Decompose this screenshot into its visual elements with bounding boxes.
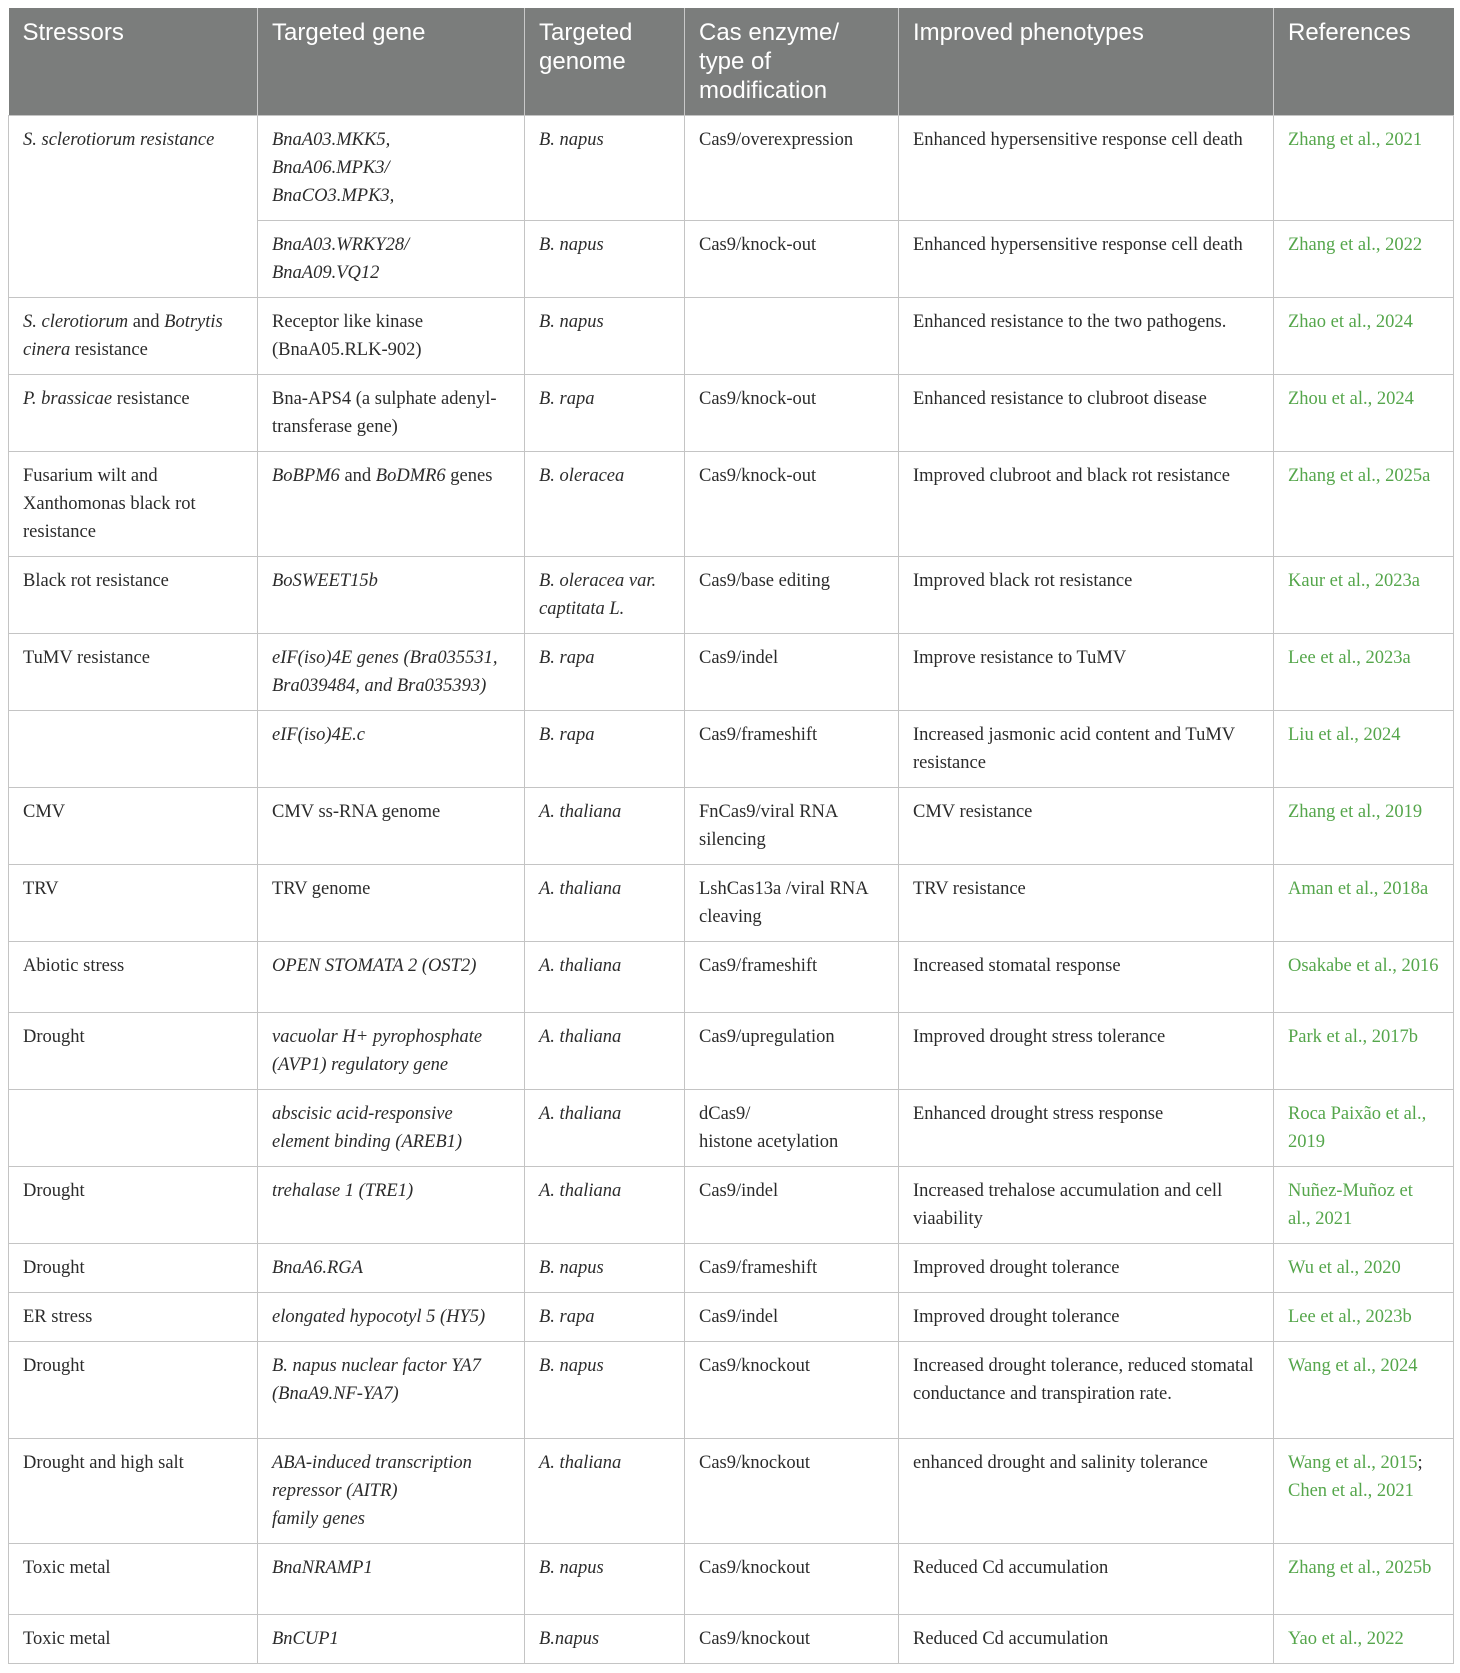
gene-family: family genes [272,1509,365,1529]
stressor-cell [9,1090,258,1167]
cas-cell: Cas9/knockout [685,1544,899,1615]
stressor-cell [9,116,258,298]
reference-link[interactable]: Zhang et al., 2019 [1274,788,1454,865]
gene-name: ABA-induced transcription repressor (AITR) [272,1453,472,1501]
stressor-cell: Black rot resistance [9,557,258,634]
phenotype-cell: Enhanced drought stress response [899,1090,1274,1167]
gene-cell: eIF(iso)4E genes (Bra035531, Bra039484, and Bra035393) [258,634,525,711]
phenotype-cell: Enhanced resistance to the two pathogens. [899,298,1274,375]
reference-separator: ; [1417,1453,1423,1473]
genome-cell: B. rapa [525,1293,685,1342]
table-row [9,375,1454,452]
cas-cell: Cas9/knockout [685,1439,899,1544]
table-body [9,116,1454,1664]
genome-cell: B. rapa [525,634,685,711]
phenotype-cell: Increased jasmonic acid content and TuMV resistance [899,711,1274,788]
phenotype-cell: TRV resistance [899,865,1274,942]
stressor-cell: Toxic metal [9,1615,258,1664]
gene-cell: B. napus nuclear factor YA7 (BnaA9.NF-YA7) [258,1342,525,1439]
cas-cell: Cas9/knockout [685,1342,899,1439]
stressor-cell: TuMV resistance [9,634,258,711]
gene-cell: OPEN STOMATA 2 (OST2) [258,942,525,1013]
cas-cell: Cas9/knock-out [685,221,899,298]
table-row [9,711,1454,788]
table-row [9,1090,1454,1167]
cas-modification: histone acetylation [699,1132,839,1152]
header-references: References [1274,8,1454,116]
stressor-cell: Drought [9,1013,258,1090]
gene-cell: Receptor like kinase (BnaA05.RLK-902) [258,298,525,375]
phenotype-cell: Increased stomatal response [899,942,1274,1013]
gene-cell: vacuolar H+ pyrophosphate (AVP1) regulatory gene [258,1013,525,1090]
cas-cell: FnCas9/viral RNA silencing [685,788,899,865]
gene-cell: elongated hypocotyl 5 (HY5) [258,1293,525,1342]
cas-cell: Cas9/overexpression [685,116,899,221]
header-targeted-gene: Targeted gene [258,8,525,116]
genome-cell: A. thaliana [525,865,685,942]
gene-cell: eIF(iso)4E.c [258,711,525,788]
header-cas-enzyme: Cas enzyme/ type of modification [685,8,899,116]
genome-cell: B. napus [525,1244,685,1293]
gene-cell: TRV genome [258,865,525,942]
table-row [9,1013,1454,1090]
stressor-cell: ER stress [9,1293,258,1342]
reference-link[interactable]: Zhang et al., 2022 [1274,221,1454,298]
stressor-suffix: resistance [112,389,190,409]
gene-cell: BnCUP1 [258,1615,525,1664]
phenotype-cell: Enhanced resistance to clubroot disease [899,375,1274,452]
cas-cell [685,298,899,375]
stressor-cell [9,375,258,452]
cas-cell: Cas9/upregulation [685,1013,899,1090]
reference-link[interactable]: Wu et al., 2020 [1274,1244,1454,1293]
reference-link[interactable]: Wang et al., 2024 [1274,1342,1454,1439]
stressor-cell: Abiotic stress [9,942,258,1013]
reference-link[interactable]: Zhou et al., 2024 [1274,375,1454,452]
stressor-cell: Fusarium wilt and Xanthomonas black rot resistance [9,452,258,557]
gene-name-b: BoDMR6 [375,466,446,486]
stressor-species: P. brassicae [23,389,113,409]
stressor-cell: Toxic metal [9,1544,258,1615]
cas-cell: Cas9/knockout [685,1615,899,1664]
reference-link[interactable]: Kaur et al., 2023a [1274,557,1454,634]
table-row [9,452,1454,557]
table-row [9,1439,1454,1544]
table-row [9,634,1454,711]
genome-cell: B. rapa [525,375,685,452]
phenotype-cell: Increased drought tolerance, reduced stomatal conductance and transpiration rate. [899,1342,1274,1439]
reference-link[interactable]: Aman et al., 2018a [1274,865,1454,942]
stressor-cell [9,711,258,788]
cas-cell: Cas9/base editing [685,557,899,634]
stressor-conjunction: and [128,312,165,332]
reference-link[interactable]: Wang et al., 2015 [1288,1453,1418,1473]
cas-cell: Cas9/indel [685,1293,899,1342]
gene-cell: BnaA03.MKK5, BnaA06.MPK3/ BnaCO3.MPK3, [258,116,525,221]
genome-cell: A. thaliana [525,1013,685,1090]
reference-link[interactable]: Roca Paixão et al., 2019 [1274,1090,1454,1167]
phenotype-cell: Improve resistance to TuMV [899,634,1274,711]
reference-link[interactable]: Chen et al., 2021 [1288,1481,1414,1501]
gene-cell: CMV ss-RNA genome [258,788,525,865]
gene-cell: BnaNRAMP1 [258,1544,525,1615]
gene-cell: BoSWEET15b [258,557,525,634]
gene-conjunction: and [339,466,376,486]
stressor-text: S. sclerotiorum resistance [23,130,215,150]
gene-cell [258,452,525,557]
genome-cell: A. thaliana [525,1439,685,1544]
reference-link[interactable]: Zhang et al., 2025b [1274,1544,1454,1615]
gene-cell: Bna-APS4 (a sulphate adenyl-transferase gene) [258,375,525,452]
table-row [9,1244,1454,1293]
phenotype-cell: Enhanced hypersensitive response cell death [899,221,1274,298]
cas-cell: Cas9/indel [685,634,899,711]
genome-cell: B.napus [525,1615,685,1664]
gene-cell: BnaA6.RGA [258,1244,525,1293]
phenotype-cell: Reduced Cd accumulation [899,1544,1274,1615]
genome-cell: B. napus [525,116,685,221]
stressor-species-b: Botrytis cinera [23,312,223,360]
genome-cell: A. thaliana [525,1167,685,1244]
header-targeted-genome: Targeted genome [525,8,685,116]
reference-link[interactable]: Zhao et al., 2024 [1274,298,1454,375]
cas-cell: LshCas13a /viral RNA cleaving [685,865,899,942]
reference-link[interactable]: Lee et al., 2023a [1274,634,1454,711]
table-row [9,1544,1454,1615]
reference-link[interactable]: Park et al., 2017b [1274,1013,1454,1090]
reference-link[interactable]: Yao et al., 2022 [1274,1615,1454,1664]
genome-cell: B. napus [525,1544,685,1615]
cas-cell [685,1090,899,1167]
genome-cell: B. oleracea [525,452,685,557]
phenotype-cell: Improved drought tolerance [899,1244,1274,1293]
stressor-cell [9,298,258,375]
header-improved-phenotypes: Improved phenotypes [899,8,1274,116]
stressor-cell: TRV [9,865,258,942]
table-row [9,1293,1454,1342]
genome-cell: B. napus [525,298,685,375]
table-row [9,116,1454,221]
genome-cell: B. oleracea var. captitata L. [525,557,685,634]
genome-cell: A. thaliana [525,788,685,865]
table-row [9,788,1454,865]
reference-link[interactable]: Lee et al., 2023b [1274,1293,1454,1342]
gene-suffix: genes [445,466,493,486]
table-header [9,8,1454,116]
reference-link[interactable]: Nuñez-Muñoz et al., 2021 [1274,1167,1454,1244]
gene-cell: trehalase 1 (TRE1) [258,1167,525,1244]
reference-link[interactable]: Liu et al., 2024 [1274,711,1454,788]
table-row [9,1167,1454,1244]
genome-cell: B. napus [525,221,685,298]
gene-cell: BnaA03.WRKY28/ BnaA09.VQ12 [258,221,525,298]
phenotype-cell: Improved clubroot and black rot resistance [899,452,1274,557]
stressor-cell: CMV [9,788,258,865]
phenotype-cell: Enhanced hypersensitive response cell death [899,116,1274,221]
cas-enzyme: dCas9/ [699,1104,751,1124]
genome-cell: B. napus [525,1342,685,1439]
phenotype-cell: Improved drought tolerance [899,1293,1274,1342]
stressor-suffix: resistance [70,340,148,360]
crispr-stress-table [8,8,1454,1664]
table-row [9,1342,1454,1439]
stressor-species-a: S. clerotiorum [23,312,129,332]
cas-cell: Cas9/knock-out [685,375,899,452]
gene-cell [258,1439,525,1544]
gene-cell: abscisic acid-responsive element binding (AREB1) [258,1090,525,1167]
table-row [9,557,1454,634]
header-row [9,8,1454,116]
phenotype-cell: Improved black rot resistance [899,557,1274,634]
reference-link[interactable]: Zhang et al., 2021 [1274,116,1454,221]
phenotype-cell: Reduced Cd accumulation [899,1615,1274,1664]
genome-cell: B. rapa [525,711,685,788]
stressor-cell: Drought and high salt [9,1439,258,1544]
phenotype-cell: Improved drought stress tolerance [899,1013,1274,1090]
reference-cell [1274,1439,1454,1544]
cas-cell: Cas9/frameshift [685,711,899,788]
stressor-cell: Drought [9,1244,258,1293]
reference-link[interactable]: Osakabe et al., 2016 [1274,942,1454,1013]
reference-link[interactable]: Zhang et al., 2025a [1274,452,1454,557]
stressor-cell: Drought [9,1342,258,1439]
genome-cell: A. thaliana [525,1090,685,1167]
phenotype-cell: Increased trehalose accumulation and cell viaability [899,1167,1274,1244]
table-row [9,865,1454,942]
table-row [9,1615,1454,1664]
genome-cell: A. thaliana [525,942,685,1013]
table-row [9,298,1454,375]
cas-cell: Cas9/indel [685,1167,899,1244]
gene-name-a: BoBPM6 [272,466,340,486]
phenotype-cell: CMV resistance [899,788,1274,865]
cas-cell: Cas9/knock-out [685,452,899,557]
cas-cell: Cas9/frameshift [685,942,899,1013]
stressor-cell: Drought [9,1167,258,1244]
cas-cell: Cas9/frameshift [685,1244,899,1293]
table-row [9,942,1454,1013]
phenotype-cell: enhanced drought and salinity tolerance [899,1439,1274,1544]
header-stressors: Stressors [9,8,258,116]
